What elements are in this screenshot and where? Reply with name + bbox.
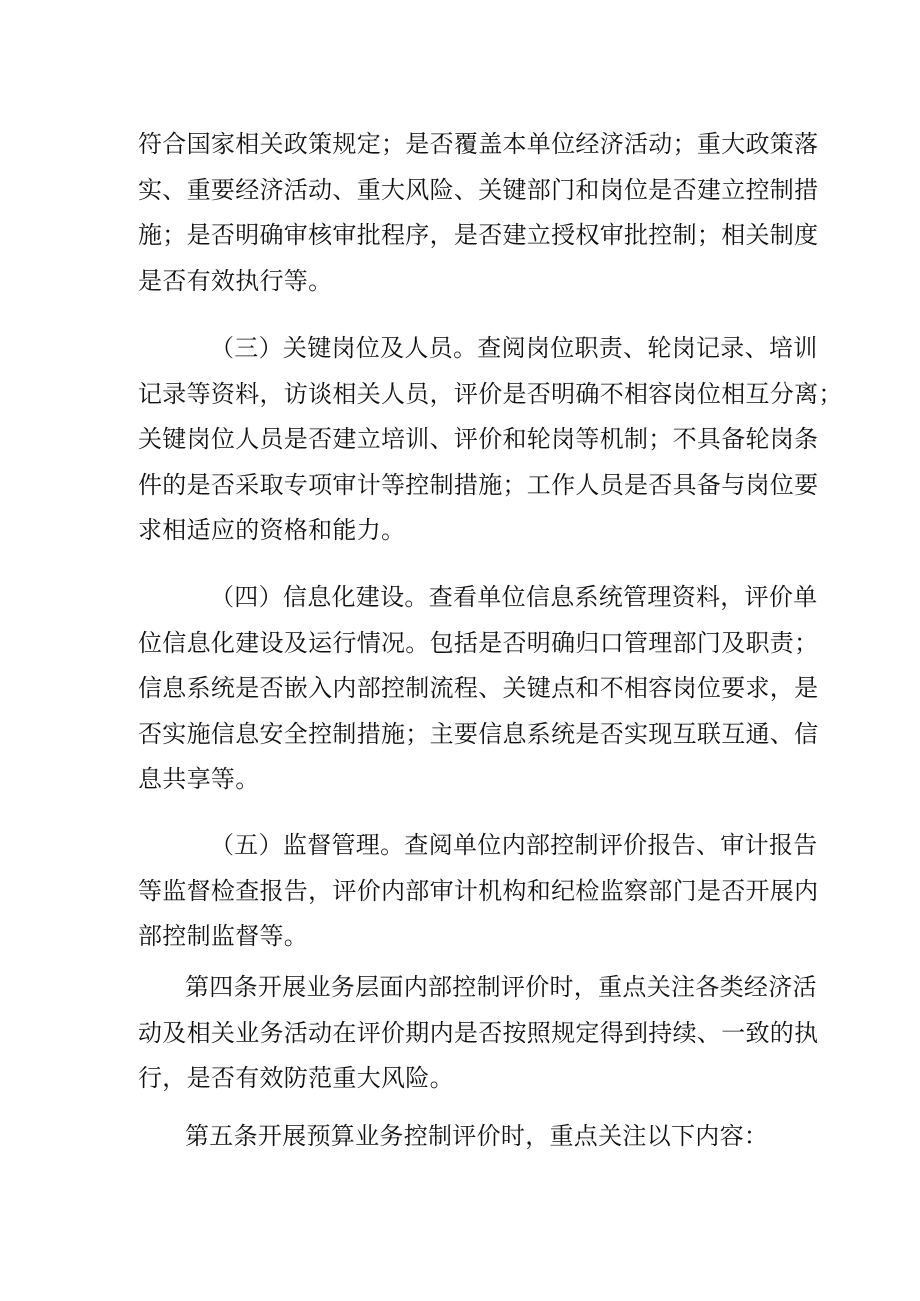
text-line: 求相适应的资格和能力。 xyxy=(138,516,406,544)
text-line: 行，是否有效防范重大风险。 xyxy=(138,1064,454,1092)
text-line: （三）关键岗位及人员。查阅岗位职责、轮岗记录、培训 xyxy=(210,334,818,362)
text-line: 否实施信息安全控制措施；主要信息系统是否实现互联互通、信 xyxy=(138,719,819,748)
text-line: 记录等资料，访谈相关人员，评价是否明确不相容岗位相互分离； xyxy=(138,379,843,408)
text-line: 件的是否采取专项审计等控制措施；工作人员是否具备与岗位要 xyxy=(138,470,819,499)
text-line: 符合国家相关政策规定；是否覆盖本单位经济活动；重大政策落 xyxy=(138,130,819,158)
text-line: 信息系统是否嵌入内部控制流程、关键点和不相容岗位要求，是 xyxy=(138,674,819,702)
paragraph-2 xyxy=(138,326,843,554)
text-line: 是否有效执行等。 xyxy=(138,266,333,295)
text-line: （五）监督管理。查阅单位内部控制评价报告、审计报告 xyxy=(210,831,818,859)
text-line: 关键岗位人员是否建立培训、评价和轮岗等机制；不具备轮岗条 xyxy=(138,425,819,453)
paragraph-4 xyxy=(138,823,819,960)
text-line: 位信息化建设及运行情况。包括是否明确归口管理部门及职责； xyxy=(138,628,819,657)
text-line: 实、重要经济活动、重大风险、关键部门和岗位是否建立控制措 xyxy=(138,175,819,204)
text-line: 动及相关业务活动在评价期内是否按照规定得到持续、一致的执 xyxy=(138,1018,819,1047)
text-line: 等监督检查报告，评价内部审计机构和纪检监察部门是否开展内 xyxy=(138,876,819,905)
paragraph-5 xyxy=(138,965,819,1102)
text-line: 部控制监督等。 xyxy=(138,922,309,950)
paragraph-6 xyxy=(138,1114,798,1160)
paragraph-3 xyxy=(138,575,819,803)
text-line: 第五条开展预算业务控制评价时，重点关注以下内容： xyxy=(185,1122,769,1150)
text-line: 息共享等。 xyxy=(138,765,260,793)
text-line: 第四条开展业务层面内部控制评价时，重点关注各类经济活 xyxy=(185,973,817,1001)
text-line: （四）信息化建设。查看单位信息系统管理资料，评价单 xyxy=(210,583,818,611)
paragraph-1 xyxy=(138,122,819,304)
text-line: 施；是否明确审核审批程序，是否建立授权审批控制；相关制度 xyxy=(138,221,819,249)
